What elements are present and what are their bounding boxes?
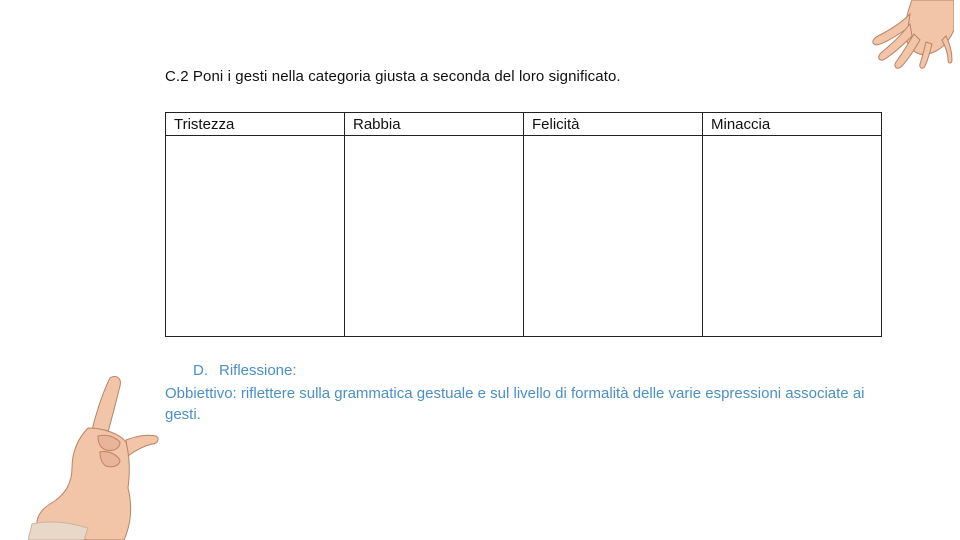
header-felicita: Felicità <box>524 113 703 136</box>
header-minaccia: Minaccia <box>703 113 882 136</box>
cell-rabbia[interactable] <box>345 136 524 337</box>
header-tristezza: Tristezza <box>166 113 345 136</box>
open-hand-icon <box>862 0 954 70</box>
section-number: D. <box>193 362 208 379</box>
objective-text: Obbiettivo: riflettere sulla grammatica gestuale e sul livello di formalità delle varie espressioni associate ai gesti. <box>165 385 865 423</box>
instruction-text: C.2 Poni i gesti nella categoria giusta a seconda del loro significato. <box>165 68 621 85</box>
table-row <box>166 136 882 337</box>
gesture-category-table <box>165 112 882 337</box>
table-header-row <box>166 113 882 136</box>
cell-tristezza[interactable] <box>166 136 345 337</box>
cell-felicita[interactable] <box>524 136 703 337</box>
section-heading <box>193 362 297 379</box>
section-title: Riflessione: <box>219 362 297 379</box>
cell-minaccia[interactable] <box>703 136 882 337</box>
header-rabbia: Rabbia <box>345 113 524 136</box>
pointing-hand-icon <box>28 372 160 540</box>
